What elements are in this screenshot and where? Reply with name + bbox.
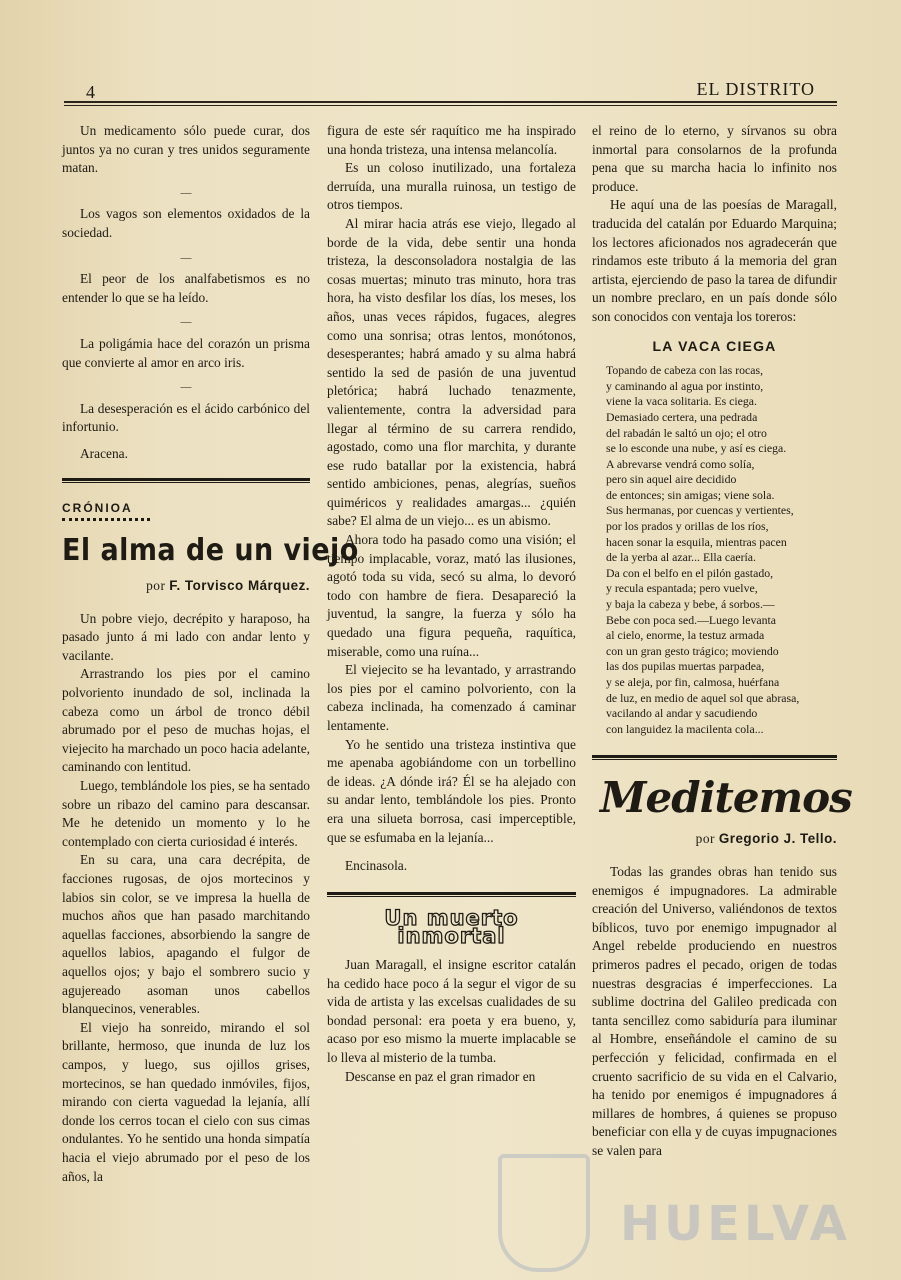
byline-author: F. Torvisco Márquez. bbox=[169, 578, 310, 594]
poem-line: y recula espantada; pero vuelve, bbox=[606, 581, 758, 596]
column-3 bbox=[592, 122, 852, 1160]
paragraph: el reino de lo eterno, y sírvanos su obra inmortal para consolarnos de la profunda pena que su marcha hacia lo infinito nos produce. bbox=[592, 123, 837, 194]
signature: Encinasola. bbox=[345, 858, 408, 874]
column-2 bbox=[327, 122, 576, 1086]
section-label-underline bbox=[62, 518, 150, 521]
article-title: El alma de un viejo bbox=[62, 533, 359, 569]
poem-line: con un gran gesto trágico; moviendo bbox=[606, 643, 779, 658]
poem-line: con languidez la macilenta cola... bbox=[606, 721, 764, 736]
paragraph: Arrastrando los pies por el camino polvoriento inundado de sol, inclinada la cabeza como un árbol de tronco débil abrumado por el peso de muchas hojas, el viejecito ha marchado un poco hacia adelante, caminando con lentitud. bbox=[62, 666, 310, 775]
maxim: Un medicamento sólo puede curar, dos juntos ya no curan y tres unidos seguramente matan. bbox=[62, 123, 310, 176]
byline bbox=[592, 830, 837, 849]
poem-line: Sus hermanas, por cuencas y vertientes, bbox=[606, 503, 794, 518]
paragraph: Yo he sentido una tristeza instintiva que me apenaba agobiándome con un torbellino de ideas. ¿A dónde irá? Él se ha alejado con su andar lento, temblándole los pies. Pronto era una silueta borrosa, casi imperceptible, que se esfumaba en la lejanía... bbox=[327, 736, 576, 845]
column-1 bbox=[62, 122, 359, 1186]
byline-prefix: por bbox=[695, 831, 715, 847]
poem-line: y caminando al agua por instinto, bbox=[606, 378, 764, 393]
signature: Aracena. bbox=[80, 445, 128, 461]
byline-author: Gregorio J. Tello. bbox=[718, 831, 837, 847]
archive-watermark-shield-icon bbox=[498, 1154, 590, 1272]
poem-line: las dos pupilas muertas parpadea, bbox=[606, 659, 765, 674]
byline bbox=[62, 577, 310, 596]
paragraph: Al mirar hacia atrás ese viejo, llegado al borde de la vida, debe sentir una honda tristeza, la desconsoladora nostalgia de las cosas muertas; minuto tras minuto, hora tras hora, ha visto desfilar los días, los meses, los años, unas veces rápidos, fugaces, alegres como una sonrisa; otras lentos, monótonos, desesperantes; habrá amado y su alma habrá sentido la sed de pasión de una juventud pletórica; habrá luchado tenazmente, valientemente, contra la adversidad para llegar al término de su carrera rendido, agostado, como una flor marchita, y durante ese rudo batallar por la existencia, habrá sentido ambiciones, penas, alegrías, sueños quiméricos y realidades amargas... ¿quién sabe? El alma de un viejo... es un abismo. bbox=[327, 215, 576, 529]
separator: — bbox=[180, 381, 192, 394]
byline-prefix: por bbox=[146, 578, 166, 594]
maxim: La desesperación es el ácido carbónico del infortunio. bbox=[62, 400, 310, 435]
maxim: Los vagos son elementos oxidados de la sociedad. bbox=[62, 206, 310, 240]
poem-line: A abrevarse vendrá como solía, bbox=[606, 456, 755, 471]
paragraph: El viejecito se ha levantado, y arrastrando los pies por el camino polvoriento, con la cabeza inclinada, ha comenzado á caminar lentamente. bbox=[327, 662, 576, 733]
poem-line: Da con el belfo en el pilón gastado, bbox=[606, 565, 774, 580]
poem-line: Topando de cabeza con las rocas, bbox=[606, 363, 764, 378]
article-title: Un muerto inmortal bbox=[384, 905, 519, 949]
article-title: Meditemos bbox=[600, 773, 852, 823]
paragraph: En su cara, una cara decrépita, de facciones rugosas, de ojos mortecinos y labios sin color, se ve impresa la huella de muchos años que han pasado marchitando aquellas facciones, absorbiendo la sangre de aquellos labios, apagando el fulgor de aquellos ojos; y bajo el sombrero sucio y agujereado asoman unos cabellos blanquecinos, venerables. bbox=[62, 852, 310, 1017]
poem-line: pero sin aquel aire decidido bbox=[606, 472, 737, 487]
paragraph: Un pobre viejo, decrépito y haraposo, ha pasado junto á mi lado con andar lento y vacilante. bbox=[62, 610, 310, 663]
paragraph: figura de este sér raquítico me ha inspirado una honda tristeza, una intensa melancolía. bbox=[327, 123, 576, 157]
maxim: La poligámia hace del corazón un prisma que convierte al amor en arco iris. bbox=[62, 335, 310, 370]
poem-line: se lo esconde una nube, y así es ciega. bbox=[606, 441, 787, 456]
maxim: El peor de los analfabetismos es no entender lo que se ha leído. bbox=[62, 271, 310, 305]
poem-line: hacen sonar la esquila, mientras pacen bbox=[606, 534, 787, 549]
paragraph: He aquí una de las poesías de Maragall, traducida del catalán por Eduardo Marquina; los lectores aficionados nos agradecerán que rindamos este tributo á la memoria del gran artista, ejerciendo de paso la tarea de difundir un nombre preclaro, en un país donde sólo son conocidos con ventaja los toreros: bbox=[592, 197, 837, 324]
poem-line: y baja la cabeza y bebe, á sorbos.— bbox=[606, 597, 775, 612]
paragraph: Todas las grandes obras han tenido sus enemigos é impugnadores. La admirable creación del Universo, valiéndonos de textos bíblicos, tuvo por enemigo impugnador al Angel rebelde produciendo en nuestros primeros padres el pecado, origen de todas nuestras desgracias é imperfecciones. La sublime doctrina del Galileo predicada con tanta sencillez como sabiduría para iluminar al Hombre, enseñándole el camino de su perfección y felicidad, confirmada en el cruento sacrificio de su vida en el Calvario, ha tenido por enemigos é impugnadores á millares de hombres, á quienes se propuso beneficiar con ella y de cuyas impugnaciones se valen para bbox=[592, 863, 837, 1158]
poem-line: de luz, en medio de aquel sol que abrasa, bbox=[606, 690, 800, 705]
paragraph: Luego, temblándole los pies, se ha sentado sobre un ribazo del camino para descansar. Me he detenido un momento y lo he contemplado con cierta curiosidad é interés. bbox=[62, 778, 310, 849]
poem-line: al cielo, enorme, la testuz armada bbox=[606, 628, 765, 643]
section-divider bbox=[62, 478, 310, 483]
separator: — bbox=[180, 186, 192, 199]
newspaper-title: EL DISTRITO bbox=[696, 79, 815, 99]
page-number: 4 bbox=[86, 82, 95, 102]
section-divider bbox=[592, 755, 837, 760]
poem-title: LA VACA CIEGA bbox=[652, 337, 777, 354]
poem-line: de la yerba al azar... Ella caería. bbox=[606, 550, 756, 565]
paragraph: Descanse en paz el gran rimador en bbox=[345, 1068, 536, 1084]
section-divider bbox=[327, 892, 576, 897]
poem-line: por los prados y orillas de los ríos, bbox=[606, 519, 769, 534]
poem-line: y se aleja, por fin, calmosa, huérfana bbox=[606, 675, 780, 689]
paragraph: Juan Maragall, el insigne escritor catalán ha cedido hace poco á la segur el vigor de su vida de artista y las excelsas cualidades de su bondad personal: era poeta y era bueno, y, acaso por eso mismo la muerte implacable se lo lleva al misterio de la tumba. bbox=[327, 956, 576, 1065]
section-label: CRÓNIOA bbox=[62, 500, 133, 515]
poem-line: viene la vaca solitaria. Es ciega. bbox=[606, 394, 757, 409]
paragraph: El viejo ha sonreido, mirando el sol brillante, hermoso, que inunda de luz los campos, y luego, sus ojillos grises, mortecinos, se han quedado inmóviles, fijos, mirando con cierta vaguedad la lejanía, allí donde los cerros tocan el cielo con sus cimas ondulantes. Yo he sentido una honda simpatía hacia el viejo abrumado por el peso de los años, la bbox=[62, 1019, 310, 1184]
poem-line: de entonces; sin amigas; viene sola. bbox=[606, 487, 775, 502]
poem-line: del rabadán le saltó un ojo; el otro bbox=[606, 425, 767, 440]
paragraph: Ahora todo ha pasado como una visión; el tiempo implacable, voraz, mató las ilusiones, agotó toda su vida, secó su alma, lo devoró todo con hambre de fiera. Desapareció la juventud, la sangre, la fuerza y sólo ha quedado una figura pequeña, raquítica, miserable, como una ruína... bbox=[327, 532, 576, 659]
poem-line: Demasiado certera, una pedrada bbox=[606, 409, 758, 424]
poem-line: Bebe con poca sed.—Luego levanta bbox=[606, 612, 777, 627]
archive-watermark-text: HUELVA bbox=[620, 1196, 851, 1252]
poem-line: vacilando al andar y sacudiendo bbox=[606, 706, 758, 721]
header-rule bbox=[64, 101, 837, 106]
separator: — bbox=[180, 316, 192, 329]
separator: — bbox=[180, 251, 192, 264]
poem bbox=[606, 363, 837, 737]
paragraph: Es un coloso inutilizado, una fortaleza derruída, una muralla ruinosa, un testigo de otros tiempos. bbox=[327, 160, 576, 213]
